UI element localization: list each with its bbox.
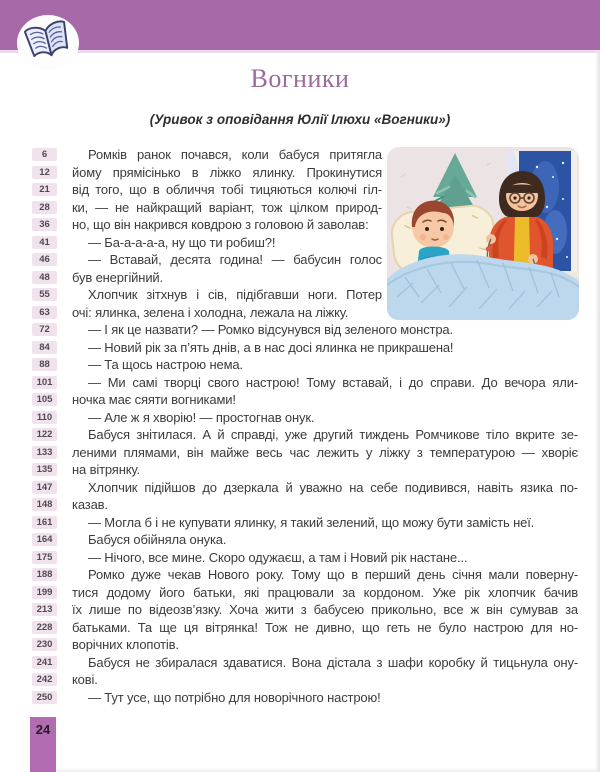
line-number-badge: 147 xyxy=(32,481,57,494)
line-text: Ромко дуже чекав Нового року. Тому що в перший день січня мали поверну- xyxy=(88,567,578,582)
line-text: від того, що в обличчя тобі тицяються колючі гіл- xyxy=(72,182,382,197)
story-line xyxy=(32,636,578,654)
story-line xyxy=(32,374,578,392)
line-number-badge: 36 xyxy=(32,218,57,231)
line-number-badge: 46 xyxy=(32,253,57,266)
line-text: їх лише по відеозв’язку. Хоча жити з бабусею прикольно, все ж він сумував за xyxy=(72,602,578,617)
line-number-badge: 213 xyxy=(32,603,57,616)
line-number-badge: 148 xyxy=(32,498,57,511)
line-number-badge: 55 xyxy=(32,288,57,301)
line-text: Хлопчик підійшов до дзеркала й уважно на себе подивився, навіть язика по- xyxy=(88,479,578,495)
story-line xyxy=(32,339,578,357)
story-illustration xyxy=(387,147,579,320)
line-text: но, що він накрився ковдрою з головою й заволав: xyxy=(72,217,369,232)
line-number-badge: 122 xyxy=(32,428,57,441)
line-text: тися додому його батьки, які працювали за кордоном. Уже рік хлопчик бачив xyxy=(72,584,578,600)
line-number-badge: 175 xyxy=(32,551,57,564)
line-text: — І як це назвати? — Ромко відсунувся від зеленого монстра. xyxy=(88,322,453,337)
line-text: ворічних клопотів. xyxy=(72,637,179,652)
story-line xyxy=(32,566,578,584)
line-number-badge: 72 xyxy=(32,323,57,336)
line-text: — Могла б і не купувати ялинку, я такий зелений, що можу бути замість неї. xyxy=(88,514,535,530)
line-number-badge: 88 xyxy=(32,358,57,371)
story-line xyxy=(32,584,578,602)
story-line xyxy=(32,496,578,514)
line-number-badge: 6 xyxy=(32,148,57,161)
story-line xyxy=(32,321,578,339)
line-number-badge: 110 xyxy=(32,411,57,424)
line-text: ночка має сяяти вогниками! xyxy=(72,392,236,407)
line-text: Ромків ранок почався, коли бабуся притягла xyxy=(88,147,382,162)
line-text: на вітрянку. xyxy=(72,462,140,477)
line-number-badge: 12 xyxy=(32,166,57,179)
line-number-badge: 164 xyxy=(32,533,57,546)
story-line xyxy=(32,356,578,374)
story-line xyxy=(32,391,578,409)
story-line xyxy=(32,426,578,444)
line-number-badge: 250 xyxy=(32,691,57,704)
line-number-badge: 241 xyxy=(32,656,57,669)
story-line xyxy=(32,531,578,549)
line-number-badge: 230 xyxy=(32,638,57,651)
line-text: — Ба-а-а-а-а, ну що ти робиш?! xyxy=(88,234,276,250)
line-number-badge: 228 xyxy=(32,621,57,634)
bedroom-scene-illustration xyxy=(387,147,579,320)
line-text: очі: ялинка, зелена і холодна, лежала на ліжку. xyxy=(72,304,349,320)
page-edge-right xyxy=(595,50,600,772)
line-number-badge: 105 xyxy=(32,393,57,406)
line-text: — Але ж я хворію! — простогнав онук. xyxy=(88,409,315,425)
line-text: — Нічого, все мине. Скоро одужаєш, а там і Новий рік настане... xyxy=(88,549,468,565)
line-text: — Та щось настрою нема. xyxy=(88,357,243,372)
line-number-badge: 161 xyxy=(32,516,57,529)
line-text: — Тут усе, що потрібно для новорічного настрою! xyxy=(88,689,381,705)
story-line xyxy=(32,409,578,427)
line-text: був енергійний. xyxy=(72,269,164,285)
line-number-badge: 133 xyxy=(32,446,57,459)
line-number-badge: 84 xyxy=(32,341,57,354)
line-number-badge: 199 xyxy=(32,586,57,599)
line-number-badge: 41 xyxy=(32,236,57,249)
line-text: Бабуся не збиралася здаватися. Вона дістала з шафи коробку й тицьнула ону- xyxy=(88,654,578,670)
story-line xyxy=(32,601,578,619)
line-text: кові. xyxy=(72,672,98,687)
line-number-badge: 63 xyxy=(32,306,57,319)
story-line xyxy=(32,671,578,689)
line-number-badge: 188 xyxy=(32,568,57,581)
header-band xyxy=(0,0,600,53)
open-book-icon xyxy=(22,20,74,67)
reading-section-badge xyxy=(17,15,79,71)
story-line xyxy=(32,479,578,497)
line-text: Бабуся обійняла онука. xyxy=(88,532,227,547)
line-text: — Новий рік за п’ять днів, а в нас досі ялинка не прикрашена! xyxy=(88,339,454,355)
line-text: Бабуся знітилася. А й справді, уже другий тиждень Ромчикове тіло вкрите зе- xyxy=(88,427,578,442)
page-edge-bottom xyxy=(56,768,600,772)
line-number-badge: 21 xyxy=(32,183,57,196)
line-number-badge: 242 xyxy=(32,673,57,686)
line-text: йому прямісінько в ліжко ялинку. Прокинутися xyxy=(72,164,382,180)
line-text: — Вставай, десята година! — бабусин голос xyxy=(88,252,382,267)
story-line xyxy=(32,689,578,707)
line-text: ки, — не найкращий варіант, тож цілком природ- xyxy=(72,199,382,215)
story-line xyxy=(32,461,578,479)
story-line xyxy=(32,619,578,637)
story-line xyxy=(32,444,578,462)
line-number-badge: 48 xyxy=(32,271,57,284)
line-text: батьками. Та ще ця вітрянка! Тож не дивно, що геть не було настрою для но- xyxy=(72,619,578,635)
story-line xyxy=(32,654,578,672)
line-number-badge: 101 xyxy=(32,376,57,389)
line-text: Хлопчик зітхнув і сів, підібгавши ноги. Потер xyxy=(88,287,382,302)
page-number-badge: 24 xyxy=(30,717,56,772)
line-number-badge: 135 xyxy=(32,463,57,476)
page-title: Вогники xyxy=(250,64,350,93)
story-line xyxy=(32,514,578,532)
line-text: казав. xyxy=(72,497,108,512)
story-source-subtitle: (Уривок з оповідання Юлії Ілюхи «Вогники») xyxy=(149,112,451,127)
story-line xyxy=(32,549,578,567)
line-number-badge: 28 xyxy=(32,201,57,214)
line-text: леними плямами, він майже весь час лежить у ліжку з температурою — хворіє xyxy=(72,444,578,460)
line-text: — Ми самі творці свого настрою! Тому вставай, і до справи. До вечора яли- xyxy=(88,374,578,390)
